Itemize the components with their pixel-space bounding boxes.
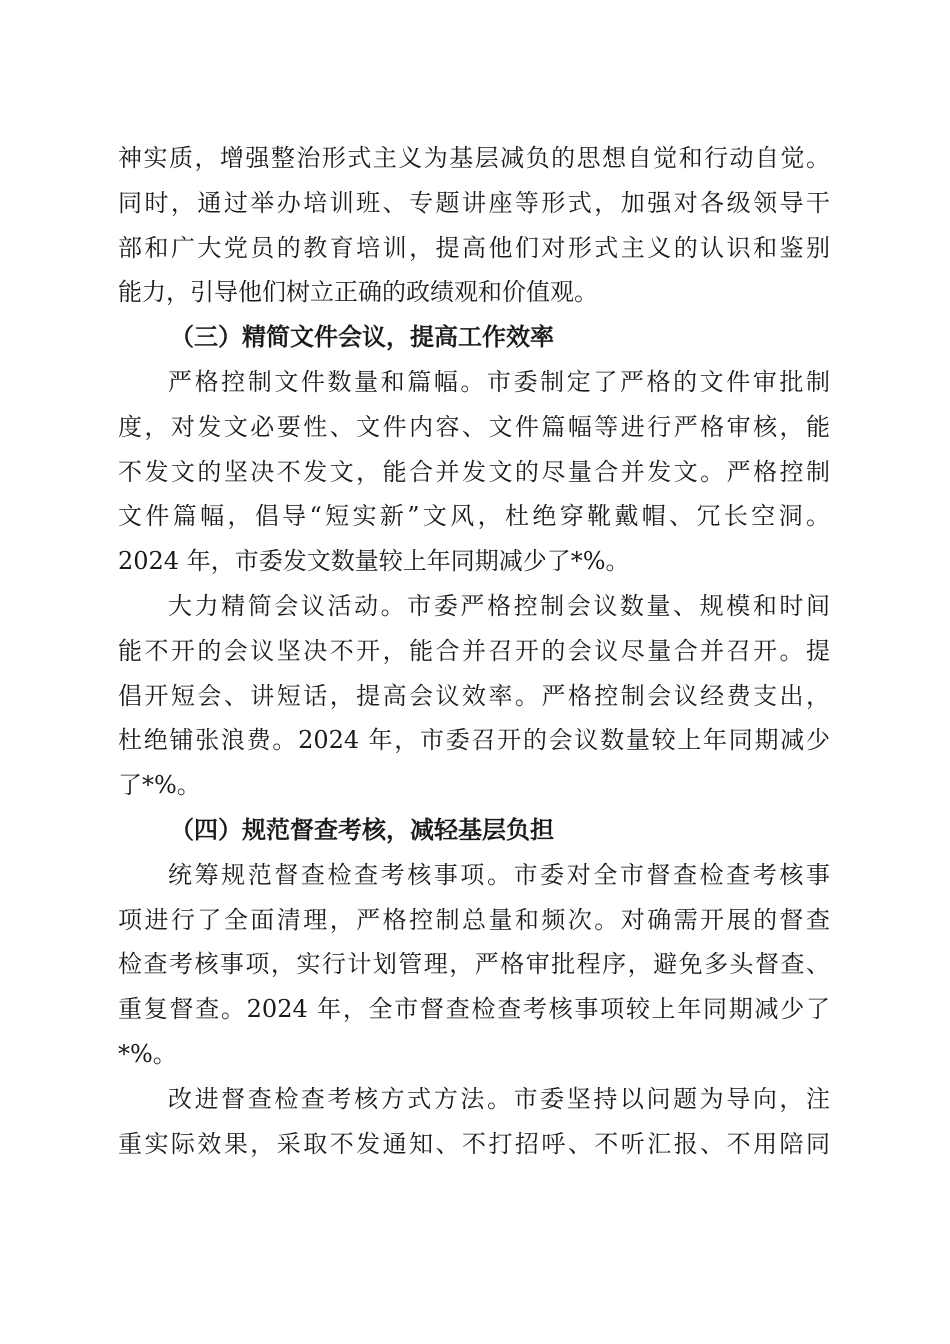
document-page	[118, 136, 830, 1166]
paragraph-line: 文件篇幅，倡导“短实新”文风，杜绝穿靴戴帽、冗长空洞。	[118, 502, 830, 531]
paragraph-line: *%。	[118, 1039, 177, 1068]
section-heading-4: （四）规范督查考核，减轻基层负担	[170, 814, 554, 844]
paragraph-line: 了*%。	[118, 771, 201, 800]
paragraph-line: 重实际效果，采取不发通知、不打招呼、不听汇报、不用陪同	[118, 1129, 830, 1158]
paragraph-line: 2024 年，市委发文数量较上年同期减少了*%。	[118, 547, 630, 576]
paragraph-line: 大力精简会议活动。市委严格控制会议数量、规模和时间	[168, 591, 830, 620]
paragraph-line: 神实质，增强整治形式主义为基层减负的思想自觉和行动自觉。	[118, 144, 830, 172]
paragraph-line: 不发文的坚决不发文，能合并发文的尽量合并发文。严格控制	[118, 457, 830, 486]
paragraph-line: 统筹规范督查检查考核事项。市委对全市督查检查考核事	[168, 860, 830, 889]
paragraph-line: 改进督查检查考核方式方法。市委坚持以问题为导向，注	[168, 1084, 830, 1113]
paragraph-line: 检查考核事项，实行计划管理，严格审批程序，避免多头督查、	[118, 950, 830, 979]
paragraph-line: 杜绝铺张浪费。2024 年，市委召开的会议数量较上年同期减少	[118, 726, 830, 755]
paragraph-line: 能力，引导他们树立正确的政绩观和价值观。	[118, 278, 598, 307]
paragraph-line: 能不开的会议坚决不开，能合并召开的会议尽量合并召开。提	[118, 636, 830, 665]
paragraph-line: 部和广大党员的教育培训，提高他们对形式主义的认识和鉴别	[118, 233, 830, 262]
paragraph-line: 同时，通过举办培训班、专题讲座等形式，加强对各级领导干	[118, 188, 830, 217]
paragraph-line: 重复督查。2024 年，全市督查检查考核事项较上年同期减少了	[118, 995, 830, 1024]
paragraph-line: 倡开短会、讲短话，提高会议效率。严格控制会议经费支出，	[118, 681, 830, 710]
paragraph-line: 严格控制文件数量和篇幅。市委制定了严格的文件审批制	[168, 367, 830, 396]
section-heading-3: （三）精简文件会议，提高工作效率	[170, 322, 554, 352]
paragraph-line: 度，对发文必要性、文件内容、文件篇幅等进行严格审核，能	[118, 412, 830, 441]
paragraph-line: 项进行了全面清理，严格控制总量和频次。对确需开展的督查	[118, 905, 830, 934]
